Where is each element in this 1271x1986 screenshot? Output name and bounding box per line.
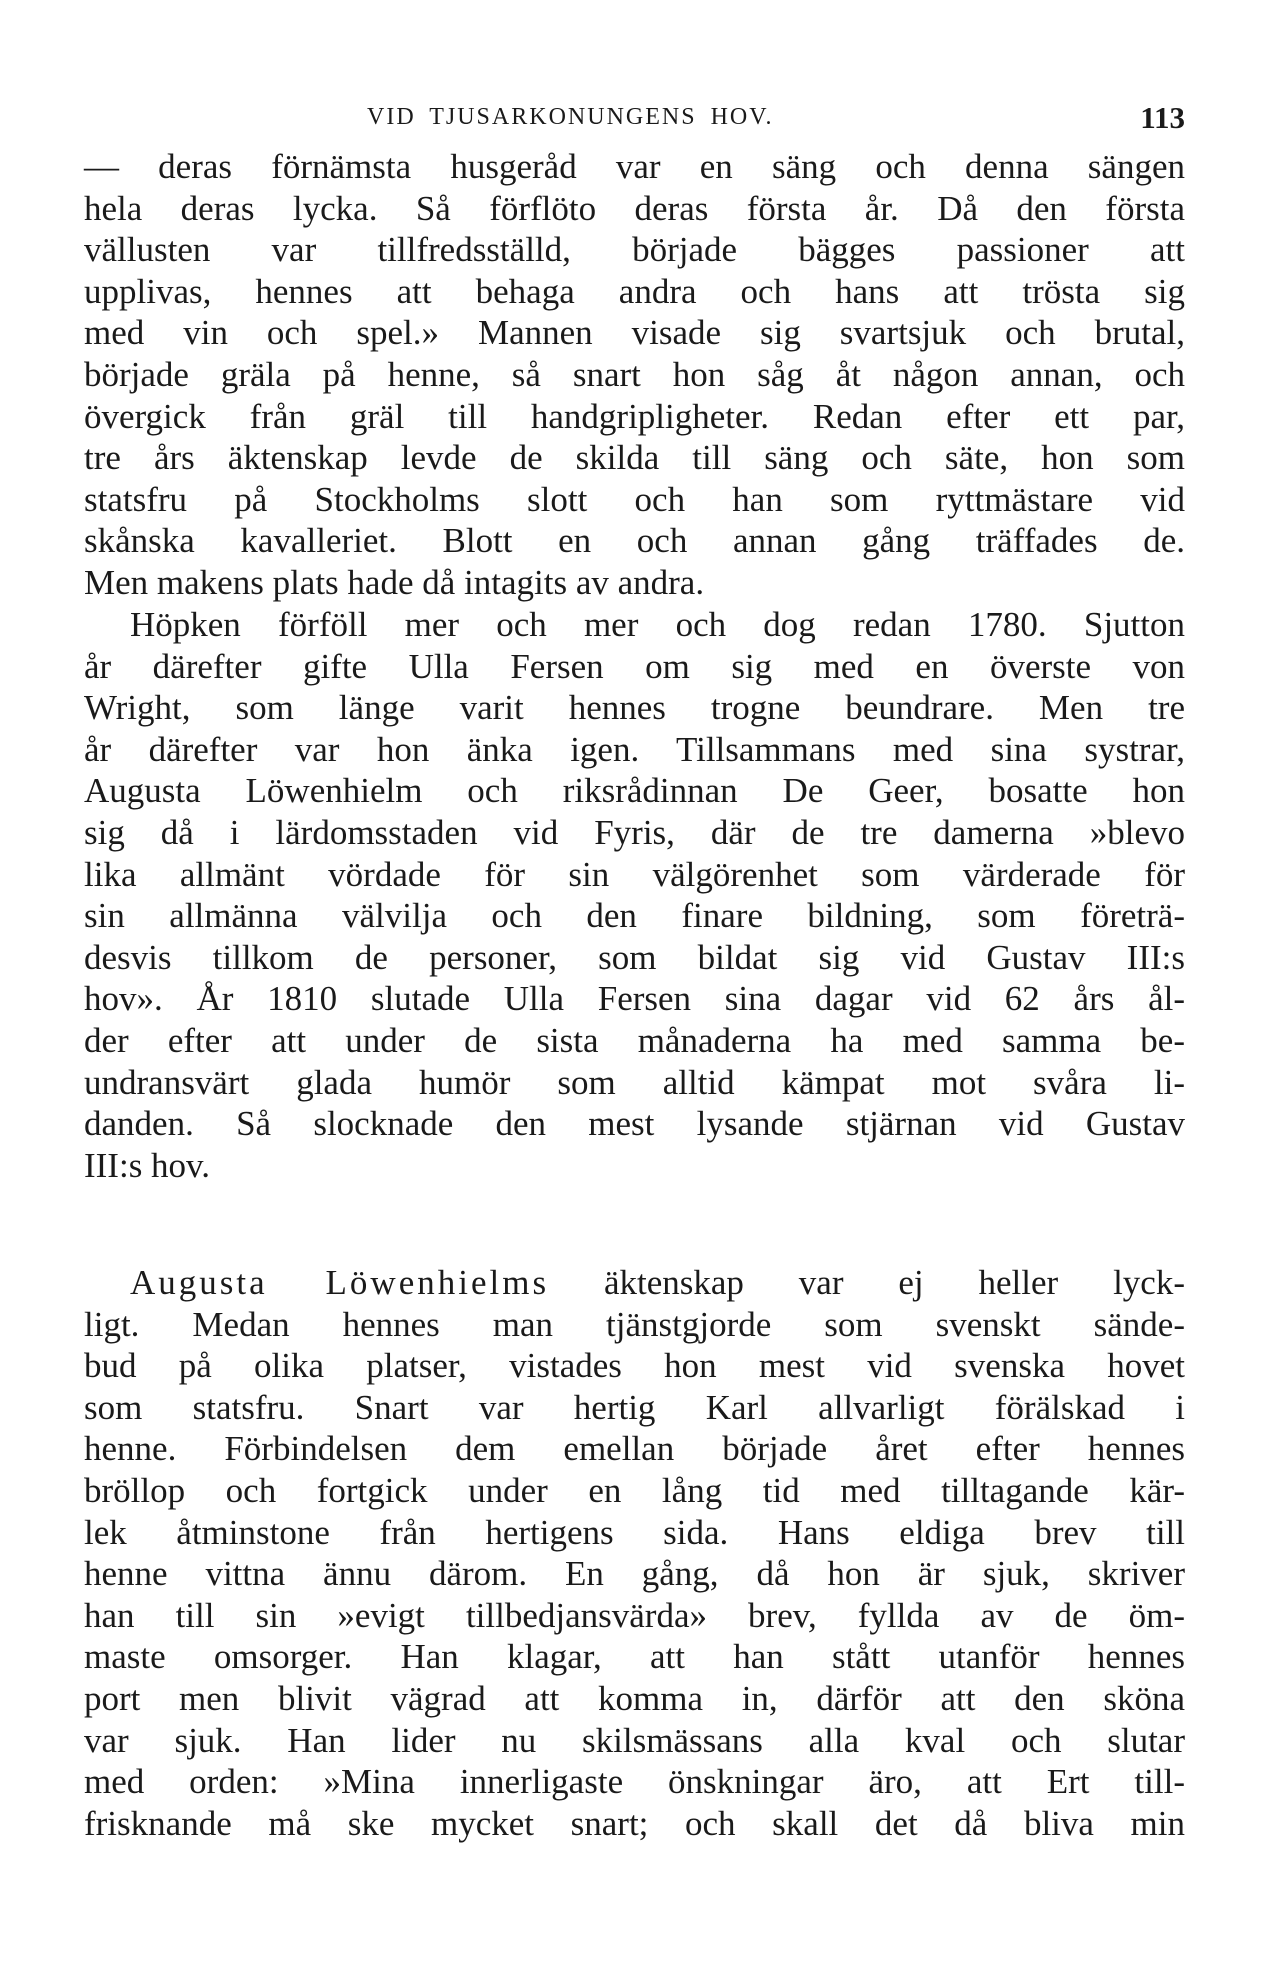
text-line: vällusten var tillfredsställd, började bägges passioner att: [84, 230, 1185, 270]
text-line: Wright, som länge varit hennes trogne beundrare. Men tre: [84, 688, 1185, 728]
text-line: desvis tillkom de personer, som bildat sig vid Gustav III:s: [84, 937, 1185, 977]
text-line: tre års äktenskap levde de skilda till säng och säte, hon som: [84, 438, 1185, 478]
text-line: skånska kavalleriet. Blott en och annan gång träffades de.: [84, 521, 1185, 561]
text-line: port men blivit vägrad att komma in, därför att den sköna: [84, 1678, 1185, 1718]
text-line: Höpken förföll mer och mer och dog redan 1780. Sjutton: [130, 605, 1185, 644]
text-line: övergick från gräl till handgripligheter. Redan efter ett par,: [84, 396, 1185, 436]
text-line: med orden: »Mina innerligaste önskningar äro, att Ert till-: [84, 1762, 1185, 1802]
page-number: 113: [1140, 100, 1185, 135]
text-line: lek åtminstone från hertigens sida. Hans eldiga brev till: [84, 1512, 1185, 1552]
text-line: var sjuk. Han lider nu skilsmässans alla kval och slutar: [84, 1720, 1185, 1760]
text-line: danden. Så slocknade den mest lysande stjärnan vid Gustav: [84, 1104, 1185, 1144]
paragraph-2: [84, 604, 1185, 1186]
text-line: ligt. Medan hennes man tjänstgjorde som svenskt sände-: [84, 1304, 1185, 1344]
text-line: undransvärt glada humör som alltid kämpat mot svåra li-: [84, 1062, 1185, 1102]
text-fragment: äktenskap var ej heller lyck-: [549, 1263, 1185, 1302]
text-line: Men makens plats hade då intagits av andra.: [84, 562, 705, 602]
text-line: der efter att under de sista månaderna ha med samma be-: [84, 1020, 1185, 1060]
text-line: bud på olika platser, vistades hon mest vid svenska hovet: [84, 1346, 1185, 1386]
text-line: sig då i lärdomsstaden vid Fyris, där de tre damerna »blevo: [84, 812, 1185, 852]
text-line: [84, 1262, 1185, 1304]
text-line: år därefter gifte Ulla Fersen om sig med en överste von: [84, 646, 1185, 686]
paragraph-3: [84, 1262, 1185, 1844]
text-line: började gräla på henne, så snart hon såg åt någon annan, och: [84, 354, 1185, 394]
text-line: med vin och spel.» Mannen visade sig svartsjuk och brutal,: [84, 313, 1185, 353]
text-line: lika allmänt vördade för sin välgörenhet som värderade för: [84, 854, 1185, 894]
text-line: — deras förnämsta husgeråd var en säng och denna sängen: [84, 147, 1185, 186]
running-head: VID TJUSARKONUNGENS HOV.: [367, 104, 774, 130]
text-line: statsfru på Stockholms slott och han som ryttmästare vid: [84, 479, 1185, 519]
text-line: maste omsorger. Han klagar, att han stått utanför hennes: [84, 1637, 1185, 1677]
text-line: sin allmänna välvilja och den finare bildning, som företrä-: [84, 896, 1185, 936]
text-line: hela deras lycka. Så förflöto deras första år. Då den första: [84, 188, 1185, 228]
text-line: III:s hov.: [84, 1145, 211, 1185]
spaced-name: Augusta Löwenhielms: [130, 1263, 550, 1302]
text-line: Augusta Löwenhielm och riksrådinnan De Geer, bosatte hon: [84, 771, 1185, 811]
text-line: upplivas, hennes att behaga andra och hans att trösta sig: [84, 271, 1185, 311]
text-line: hov». År 1810 slutade Ulla Fersen sina dagar vid 62 års ål-: [84, 979, 1185, 1019]
text-line: han till sin »evigt tillbedjansvärda» brev, fyllda av de öm-: [84, 1595, 1185, 1635]
text-line: som statsfru. Snart var hertig Karl allvarligt förälskad i: [84, 1387, 1185, 1427]
text-line: henne. Förbindelsen dem emellan började året efter hennes: [84, 1429, 1185, 1469]
paragraph-1: [84, 146, 1185, 604]
text-line: henne vittna ännu därom. En gång, då hon är sjuk, skriver: [84, 1554, 1185, 1594]
text-line: år därefter var hon änka igen. Tillsammans med sina systrar,: [84, 729, 1185, 769]
text-line: bröllop och fortgick under en lång tid med tilltagande kär-: [84, 1470, 1185, 1510]
text-line: frisknande må ske mycket snart; och skall det då bliva min: [84, 1803, 1185, 1843]
page-header: [80, 100, 1185, 140]
